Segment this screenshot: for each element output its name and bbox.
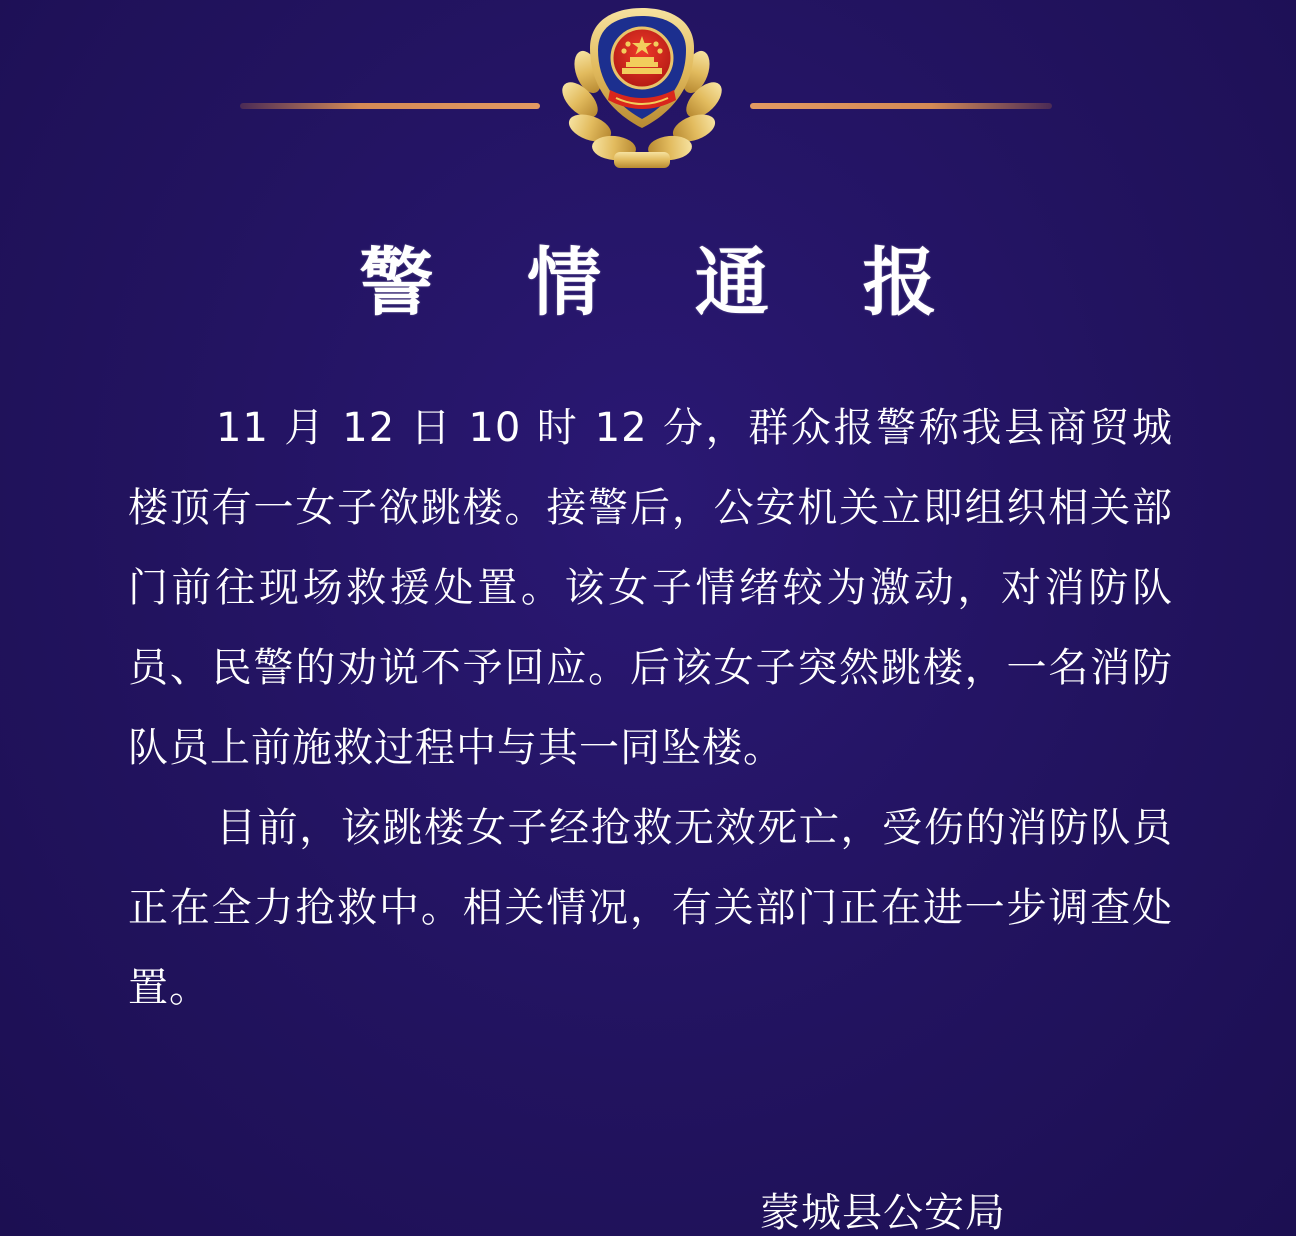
- header-divider-right: [750, 103, 1052, 109]
- notice-paragraph-2: 目前，该跳楼女子经抢救无效死亡，受伤的消防队员正在全力抢救中。相关情况，有关部门正在进一步调查处置。: [128, 805, 1173, 1011]
- notice-title: 警 情 通 报: [359, 240, 971, 326]
- police-emblem-icon: [558, 2, 726, 172]
- notice-body: [128, 388, 1173, 1028]
- notice-paragraph-1: 11 月 12 日 10 时 12 分，群众报警称我县商贸城楼顶有一女子欲跳楼。接警后，公安机关立即组织相关部门前往现场救援处置。该女子情绪较为激动，对消防队员、民警的劝说不予回应。后该女子突然跳楼，一名消防队员上前施救过程中与其一同坠楼。: [128, 405, 1173, 771]
- header-divider-left: [240, 103, 540, 109]
- issuer-signature: 蒙城县公安局: [760, 1190, 1006, 1236]
